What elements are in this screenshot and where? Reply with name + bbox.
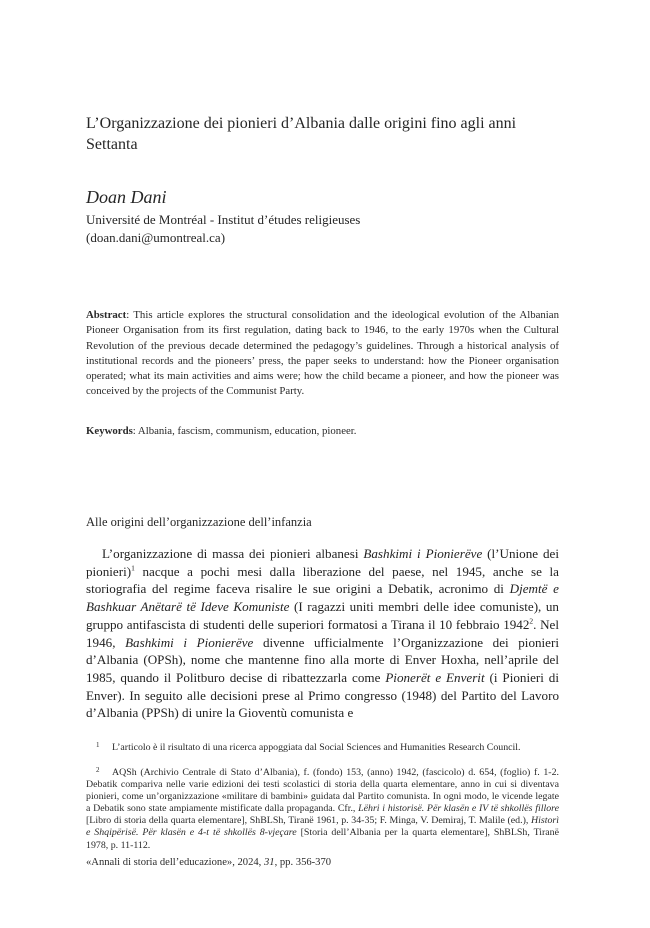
- keywords-text: : Albania, fascism, communism, education, pioneer.: [132, 425, 357, 437]
- footnote-text: L’articolo è il risultato di una ricerca appoggiata dal Social Sciences and Humanities Research Council.: [112, 742, 521, 753]
- body-run: (l’Unione dei pionieri): [86, 546, 559, 579]
- author-affiliation: Université de Montréal - Institut d’études religieuses: [86, 212, 361, 227]
- abstract: [86, 308, 559, 400]
- footnote-mark: 2: [96, 766, 100, 774]
- footnote-mark: 1: [96, 741, 100, 749]
- body-paragraph: [86, 545, 559, 722]
- journal-pages: , pp. 356-370: [274, 857, 332, 868]
- body-italic-term: Djemtë e Bashkuar Anëtarë të Ideve Komuniste: [86, 581, 559, 615]
- abstract-text: : This article explores the structural consolidation and the ideological evolution of the Albanian Pioneer Organisation from its first regulation, dating back to 1946, to the early 1970s when the Cultural Revolution of the previous decade determined the pedagogy’s guidelines. Through a historical analysis of institutional records and the pioneers’ press, the paper seeks to understand: how the Pioneer organisation operated; what its main activities and aims were; how the child became a pioneer, and how the pioneer was conceived by the projects of the Communist Party.: [86, 309, 559, 398]
- body-run: nacque a pochi mesi dalla liberazione del paese, nel 1945, anche se la storiografia del regime faceva risalire le sue origini a Debatik, acronimo di: [86, 563, 559, 597]
- keywords-label: Keywords: [86, 425, 133, 437]
- footnote-italic-title: Lëhri i historisë. Për klasën e IV të shkollës fillore: [358, 803, 559, 815]
- journal-citation-footer: [86, 857, 331, 868]
- author-email: (doan.dani@umontreal.ca): [86, 230, 226, 245]
- abstract-label: Abstract: [86, 309, 127, 321]
- footnote-text: [Libro di storia della quarta elementare], ShBLSh, Tiranë 1961, p. 34-35; F. Minga, V. Demiraj, T. Malile (ed.),: [86, 815, 531, 827]
- footnote-ref-2: 2: [529, 616, 534, 626]
- section-heading: Alle origini dell’organizzazione dell’infanzia: [86, 515, 312, 529]
- body-run: . Nel 1946,: [86, 616, 559, 650]
- journal-name: «Annali di storia dell’educazione», 2024,: [86, 857, 264, 868]
- body-italic-term: Bashkimi i Pionierëve: [363, 546, 483, 561]
- author-affiliation-block: [86, 211, 546, 247]
- body-run: (I ragazzi uniti membri delle idee comuniste), un gruppo antifascista di studenti delle superiori formatosi a Tirana il 10 febbraio 1942: [86, 599, 559, 632]
- author-name: Doan Dani: [86, 187, 167, 207]
- article-title: L’Organizzazione dei pionieri d’Albania dalle origini fino agli anni Settanta: [86, 115, 517, 153]
- body-run: L’organizzazione di massa dei pionieri albanesi: [102, 546, 364, 561]
- footnote-1: [86, 739, 559, 754]
- footnote-text: [Storia dell’Albania per la quarta elementare], ShBLSh, Tiranë 1978, p. 11-112.: [86, 827, 559, 851]
- body-italic-term: Bashkimi i Pionierëve: [125, 634, 254, 650]
- body-italic-term: Pionerët e Enverit: [385, 669, 485, 685]
- footnote-2: [86, 764, 559, 852]
- body-text: [86, 545, 559, 722]
- body-run: (i Pionieri di Enver). In seguito alle decisioni prese al Primo congresso (1948) del Partito del Lavoro d’Albania (PPSh) di unire la Gioventù comunista e: [86, 669, 559, 721]
- footnote-text: AQSh (Archivio Centrale di Stato d’Albania), f. (fondo) 153, (anno) 1942, (fascicolo) d. 654, (foglio) f. 1-2. Debatik compariva nelle varie edizioni dei testi scolastici di storia della quarta elementare, anno in cui si diventava pionieri, come un’organizzazione «militare di bambini» guidata dal Partito comunista. In ogni modo, le vicende legate a Debatik sono state ampiamente mistificate dalla propaganda. Cfr.,: [86, 767, 559, 815]
- keywords: [86, 424, 559, 439]
- journal-volume: 31: [263, 857, 275, 868]
- body-run: divenne ufficialmente l’Organizzazione dei pionieri d’Albania (OPSh), nome che mantenne fino alla morte di Enver Hoxha, nell’aprile del 1985, quando il Politburo decise di ribattezzarla come: [86, 634, 559, 685]
- footnote-italic-title: Historì e Shqipërisë. Për klasën e 4-t të shkollës 8-vjeçare: [86, 815, 559, 839]
- footnote-ref-1: 1: [131, 563, 135, 573]
